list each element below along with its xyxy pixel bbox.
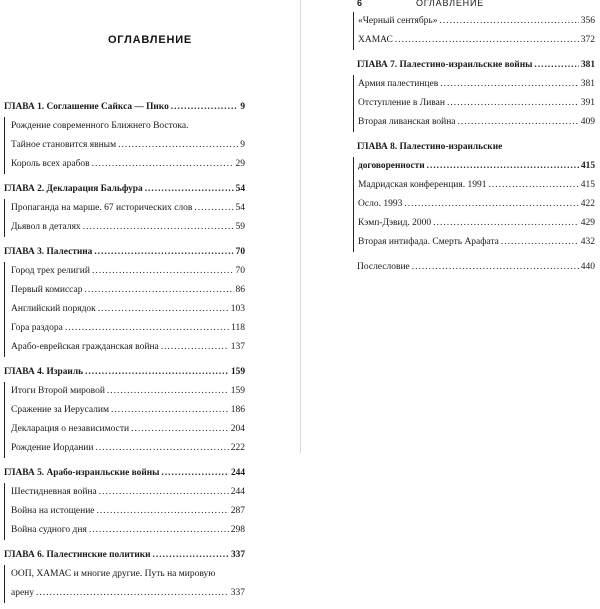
chapter-heading[interactable]: [0, 464, 300, 483]
chapter-prefix: ГЛАВА 2.: [4, 184, 45, 194]
chapter-page: 54: [235, 184, 245, 194]
dot-leader: [92, 262, 234, 281]
toc-entry[interactable]: [5, 319, 300, 338]
left-toc: [0, 98, 300, 609]
entry-label: Вторая ливанская война: [358, 117, 456, 127]
dot-leader: [534, 56, 579, 75]
chapter-heading[interactable]: [0, 98, 300, 117]
subsection-list: [4, 483, 300, 540]
subsection-list: [4, 199, 300, 237]
toc-entry[interactable]: [5, 420, 300, 439]
entry-page: 9: [240, 140, 245, 150]
entry-label: Король всех арабов: [11, 159, 90, 169]
entry-page: 337: [230, 588, 245, 598]
toc-entry[interactable]: [5, 483, 300, 502]
entry-label: Осло. 1993: [358, 199, 403, 209]
toc-entry-afterword[interactable]: [300, 258, 600, 277]
dot-leader: [111, 401, 229, 420]
entry-label: Отступление в Ливан: [358, 98, 445, 108]
chapter-6: [0, 546, 300, 603]
toc-entry[interactable]: [354, 195, 600, 214]
running-title: ОГЛАВЛЕНИЕ: [415, 0, 485, 8]
dot-leader: [161, 464, 228, 483]
dot-leader: [427, 157, 579, 176]
dot-leader: [85, 363, 229, 382]
subsection-list: [353, 12, 600, 50]
toc-entry[interactable]: [354, 94, 600, 113]
toc-entry[interactable]: [354, 233, 600, 252]
chapter-prefix: ГЛАВА 3.: [4, 247, 45, 257]
toc-entry[interactable]: [5, 338, 300, 357]
chapter-page: 70: [235, 247, 245, 257]
chapter-5: [0, 464, 300, 540]
toc-entry[interactable]: [5, 401, 300, 420]
entry-page: 137: [230, 342, 245, 352]
chapter-page: 337: [230, 550, 245, 560]
entry-page: 298: [230, 525, 245, 535]
entry-label: арену: [11, 588, 35, 598]
entry-page: 356: [580, 16, 595, 26]
dot-leader: [489, 176, 579, 195]
entry-label: ООП, ХАМАС и многие другие. Путь на мировую: [11, 569, 216, 579]
entry-label: Сражение за Иерусалим: [11, 405, 109, 415]
entry-page: 409: [580, 117, 595, 127]
chapter-page: 415: [580, 161, 595, 171]
chapter-6-continued: [300, 12, 600, 50]
chapter-title: Палестино-израильские: [399, 142, 503, 152]
dot-leader: [83, 218, 234, 237]
toc-entry[interactable]: [354, 12, 600, 31]
chapter-prefix: ГЛАВА 5.: [4, 468, 45, 478]
toc-title: ОГЛАВЛЕНИЕ: [107, 34, 193, 46]
chapter-title: Палестинские политики: [46, 550, 151, 560]
right-toc: [300, 12, 600, 277]
chapter-heading[interactable]: [300, 56, 600, 75]
chapter-title-continued: договоренности: [358, 161, 425, 171]
toc-entry[interactable]: [5, 565, 300, 584]
dot-leader: [458, 113, 579, 132]
dot-leader: [153, 546, 229, 565]
entry-page: 54: [235, 203, 245, 213]
entry-label: Кэмп-Дэвид. 2000: [358, 218, 432, 228]
toc-entry[interactable]: [354, 75, 600, 94]
entry-label: Армия палестинцев: [358, 79, 439, 89]
chapter-heading[interactable]: [0, 363, 300, 382]
dot-leader: [433, 214, 579, 233]
entry-label: Мадридская конференция. 1991: [358, 180, 487, 190]
dot-leader: [95, 439, 228, 458]
entry-page: 159: [230, 386, 245, 396]
chapter-page: 381: [580, 60, 595, 70]
entry-page: 432: [580, 237, 595, 247]
subsection-list: [4, 565, 300, 603]
entry-page: 118: [231, 323, 245, 333]
chapter-title: Израиль: [46, 367, 84, 377]
dot-leader: [501, 233, 579, 252]
chapter-prefix: ГЛАВА 7.: [357, 60, 398, 70]
subsection-list: [353, 157, 600, 252]
entry-label: Шестидневная война: [11, 487, 97, 497]
entry-label: Война судного дня: [11, 525, 87, 535]
entry-label: Дьявол в деталях: [11, 222, 81, 232]
subsection-list: [4, 382, 300, 458]
entry-page: 422: [580, 199, 595, 209]
dot-leader: [395, 31, 579, 50]
entry-page: 440: [580, 262, 595, 272]
dot-leader: [131, 420, 229, 439]
dot-leader: [440, 12, 579, 31]
entry-page: 244: [230, 487, 245, 497]
entry-label: Вторая интифада. Смерть Арафата: [358, 237, 499, 247]
entry-label: Рождение современного Ближнего Востока.: [11, 121, 189, 131]
chapter-title: Декларация Бальфура: [46, 184, 143, 194]
toc-entry[interactable]: [354, 176, 600, 195]
chapter-heading[interactable]: [0, 243, 300, 262]
toc-entry[interactable]: [5, 300, 300, 319]
toc-entry[interactable]: [5, 117, 300, 136]
entry-page: 222: [230, 443, 245, 453]
dot-leader: [412, 258, 579, 277]
chapter-prefix: ГЛАВА 1.: [4, 102, 45, 112]
dot-leader: [84, 281, 233, 300]
chapter-prefix: ГЛАВА 4.: [4, 367, 45, 377]
subsection-list: [4, 262, 300, 357]
entry-page: 204: [230, 424, 245, 434]
entry-page: 70: [235, 266, 245, 276]
entry-label: Тайное становится явным: [11, 140, 117, 150]
toc-entry[interactable]: [354, 113, 600, 132]
dot-leader: [65, 319, 229, 338]
running-head: [300, 0, 600, 10]
dot-leader: [440, 75, 579, 94]
chapter-2: [0, 180, 300, 237]
subsection-list: [353, 75, 600, 132]
entry-label: Декларация о независимости: [11, 424, 130, 434]
toc-entry[interactable]: [5, 155, 300, 174]
entry-page: 381: [580, 79, 595, 89]
dot-leader: [171, 98, 239, 117]
chapter-7: [300, 56, 600, 132]
dot-leader: [89, 521, 229, 540]
page-number: 6: [357, 0, 363, 8]
entry-page: 287: [230, 506, 245, 516]
chapter-title: Арабо-израильские войны: [46, 468, 160, 478]
chapter-title: Палестина: [46, 247, 93, 257]
toc-entry[interactable]: [5, 502, 300, 521]
entry-page: 186: [230, 405, 245, 415]
dot-leader: [118, 136, 238, 155]
dot-leader: [98, 300, 229, 319]
entry-page: 86: [235, 285, 245, 295]
toc-entry[interactable]: [5, 218, 300, 237]
toc-entry[interactable]: [5, 136, 300, 155]
toc-entry[interactable]: [5, 584, 300, 603]
entry-label: ХАМАС: [358, 35, 393, 45]
entry-label: Итоги Второй мировой: [11, 386, 105, 396]
chapter-3: [0, 243, 300, 357]
dot-leader: [94, 243, 233, 262]
entry-label: Война на истощение: [11, 506, 95, 516]
chapter-1: [0, 98, 300, 174]
entry-page: 415: [580, 180, 595, 190]
entry-label: Рождение Иордании: [11, 443, 94, 453]
dot-leader: [447, 94, 579, 113]
right-page: [300, 0, 600, 453]
chapter-page: 9: [240, 102, 245, 112]
dot-leader: [92, 155, 234, 174]
entry-label: Арабо-еврейская гражданская война: [11, 342, 159, 352]
chapter-title: Палестино-израильские войны: [399, 60, 533, 70]
entry-page: 29: [235, 159, 245, 169]
chapter-page: 244: [230, 468, 245, 478]
dot-leader: [36, 584, 229, 603]
chapter-title: Соглашение Сайкса — Пико: [46, 102, 169, 112]
entry-page: 59: [235, 222, 245, 232]
chapter-prefix: ГЛАВА 8.: [357, 142, 398, 152]
dot-leader: [107, 382, 229, 401]
entry-label: Гора раздора: [11, 323, 63, 333]
chapter-page: 159: [230, 367, 245, 377]
entry-label: Первый комиссар: [11, 285, 83, 295]
entry-page: 103: [230, 304, 245, 314]
chapter-8: [300, 138, 600, 252]
entry-label: Город трех религий: [11, 266, 90, 276]
chapter-4: [0, 363, 300, 458]
left-page: [0, 0, 300, 598]
dot-leader: [194, 199, 233, 218]
toc-entry[interactable]: [5, 281, 300, 300]
toc-entry[interactable]: [354, 214, 600, 233]
toc-entry[interactable]: [354, 31, 600, 50]
dot-leader: [161, 338, 229, 357]
dot-leader: [97, 502, 229, 521]
dot-leader: [99, 483, 229, 502]
entry-page: 372: [580, 35, 595, 45]
dot-leader: [145, 180, 234, 199]
entry-label: «Черный сентябрь»: [358, 16, 438, 26]
toc-entry[interactable]: [5, 521, 300, 540]
chapter-heading[interactable]: [0, 546, 300, 565]
toc-entry[interactable]: [5, 262, 300, 281]
chapter-heading[interactable]: [300, 138, 600, 157]
entry-label: Послесловие: [357, 262, 410, 272]
subsection-list: [4, 117, 300, 174]
entry-page: 391: [580, 98, 595, 108]
dot-leader: [404, 195, 578, 214]
toc-entry[interactable]: [5, 439, 300, 458]
entry-label: Английский порядок: [11, 304, 96, 314]
toc-entry[interactable]: [5, 382, 300, 401]
entry-label: Пропаганда на марше. 67 исторических слов: [11, 203, 193, 213]
chapter-heading[interactable]: [0, 180, 300, 199]
toc-entry[interactable]: [5, 199, 300, 218]
chapter-heading-continued[interactable]: [354, 157, 600, 176]
chapter-prefix: ГЛАВА 6.: [4, 550, 45, 560]
entry-page: 429: [580, 218, 595, 228]
